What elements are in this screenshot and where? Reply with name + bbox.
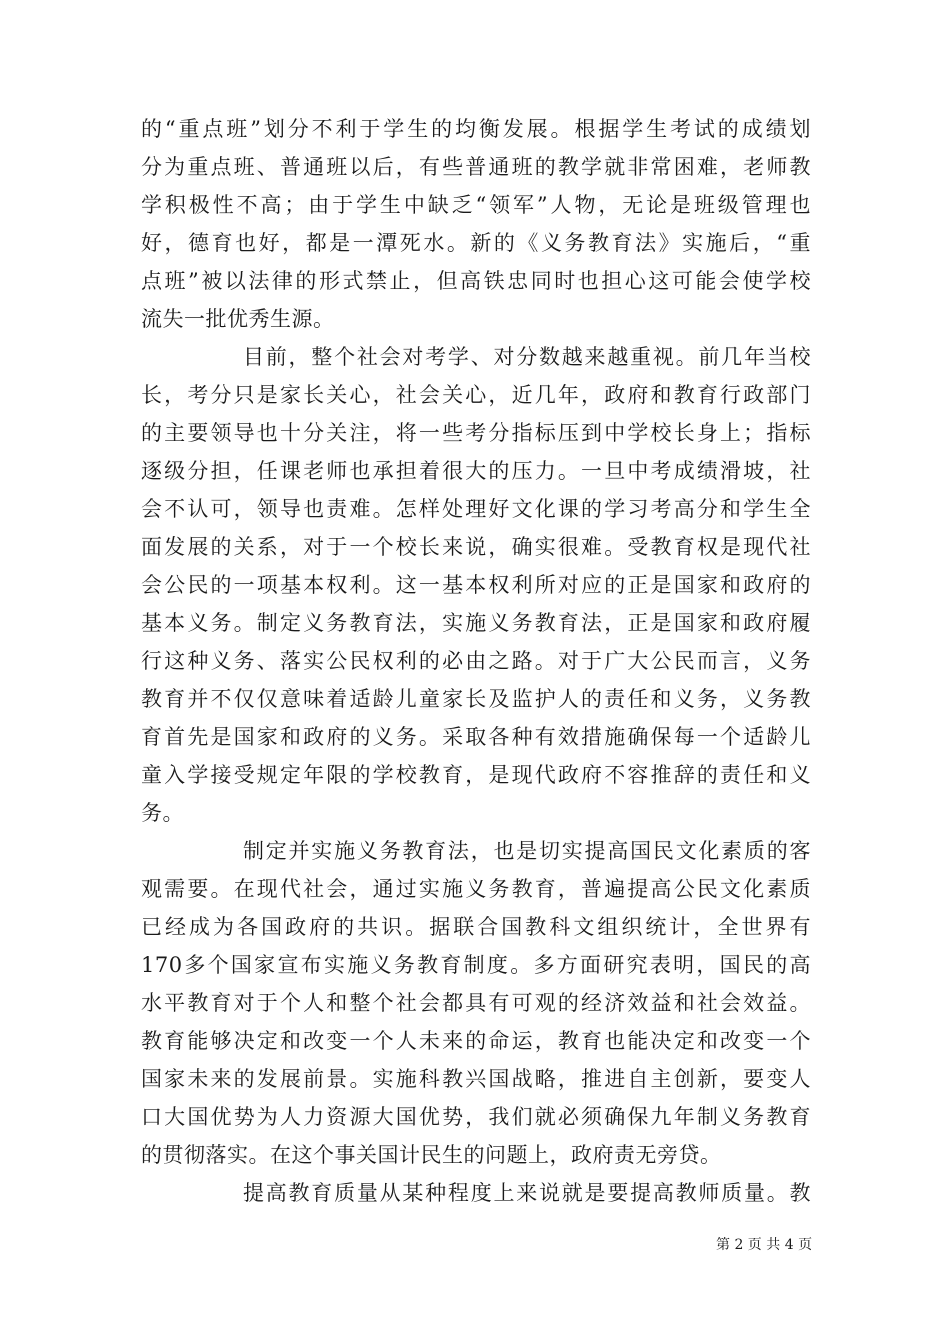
text-line: 会不认可，领导也责难。怎样处理好文化课的学习考高分和学生全 xyxy=(141,497,811,521)
text-line: 面发展的关系，对于一个校长来说，确实很难。受教育权是现代社 xyxy=(141,535,811,559)
text-line: 童入学接受规定年限的学校教育，是现代政府不容推辞的责任和义 xyxy=(141,763,811,787)
page-number: 第 2 页 共 4 页 xyxy=(716,1237,813,1253)
paragraph-start-line: 提高教育质量从某种程度上来说就是要提高教师质量。教 xyxy=(243,1181,811,1205)
text-line: 教育能够决定和改变一个人未来的命运，教育也能决定和改变一个 xyxy=(141,1029,811,1053)
text-line: 务。 xyxy=(141,801,184,825)
text-line: 的主要领导也十分关注，将一些考分指标压到中学校长身上；指标 xyxy=(141,421,811,445)
text-line: 逐级分担，任课老师也承担着很大的压力。一旦中考成绩滑坡，社 xyxy=(141,459,811,483)
text-line: 会公民的一项基本权利。这一基本权利所对应的正是国家和政府的 xyxy=(141,573,811,597)
text-line: 育首先是国家和政府的义务。采取各种有效措施确保每一个适龄儿 xyxy=(141,725,811,749)
text-line: 170多个国家宣布实施义务教育制度。多方面研究表明，国民的高 xyxy=(141,953,811,977)
text-line: 好，德育也好，都是一潭死水。新的《义务教育法》实施后，“重 xyxy=(141,231,811,255)
text-line: 的“重点班”划分不利于学生的均衡发展。根据学生考试的成绩划 xyxy=(141,117,811,141)
body-text xyxy=(141,110,811,1212)
paragraph-start-line: 目前，整个社会对考学、对分数越来越重视。前几年当校 xyxy=(243,345,811,369)
text-line: 已经成为各国政府的共识。据联合国教科文组织统计，全世界有 xyxy=(141,915,811,939)
text-line: 口大国优势为人力资源大国优势，我们就必须确保九年制义务教育 xyxy=(141,1105,811,1129)
text-line: 的贯彻落实。在这个事关国计民生的问题上，政府责无旁贷。 xyxy=(141,1143,722,1167)
text-line: 观需要。在现代社会，通过实施义务教育，普遍提高公民文化素质 xyxy=(141,877,811,901)
paragraph-start-line: 制定并实施义务教育法，也是切实提高国民文化素质的客 xyxy=(243,839,811,863)
text-line: 点班”被以法律的形式禁止，但高铁忠同时也担心这可能会使学校 xyxy=(141,269,811,293)
text-line: 水平教育对于个人和整个社会都具有可观的经济效益和社会效益。 xyxy=(141,991,811,1015)
text-line: 流失一批优秀生源。 xyxy=(141,307,335,331)
text-line: 基本义务。制定义务教育法，实施义务教育法，正是国家和政府履 xyxy=(141,611,811,635)
text-line: 教育并不仅仅意味着适龄儿童家长及监护人的责任和义务，义务教 xyxy=(141,687,811,711)
text-line: 长，考分只是家长关心，社会关心，近几年，政府和教育行政部门 xyxy=(141,383,811,407)
text-line: 国家未来的发展前景。实施科教兴国战略，推进自主创新，要变人 xyxy=(141,1067,811,1091)
text-line: 行这种义务、落实公民权利的必由之路。对于广大公民而言，义务 xyxy=(141,649,811,673)
text-line: 学积极性不高；由于学生中缺乏“领军”人物，无论是班级管理也 xyxy=(141,193,811,217)
text-line: 分为重点班、普通班以后，有些普通班的教学就非常困难，老师教 xyxy=(141,155,811,179)
